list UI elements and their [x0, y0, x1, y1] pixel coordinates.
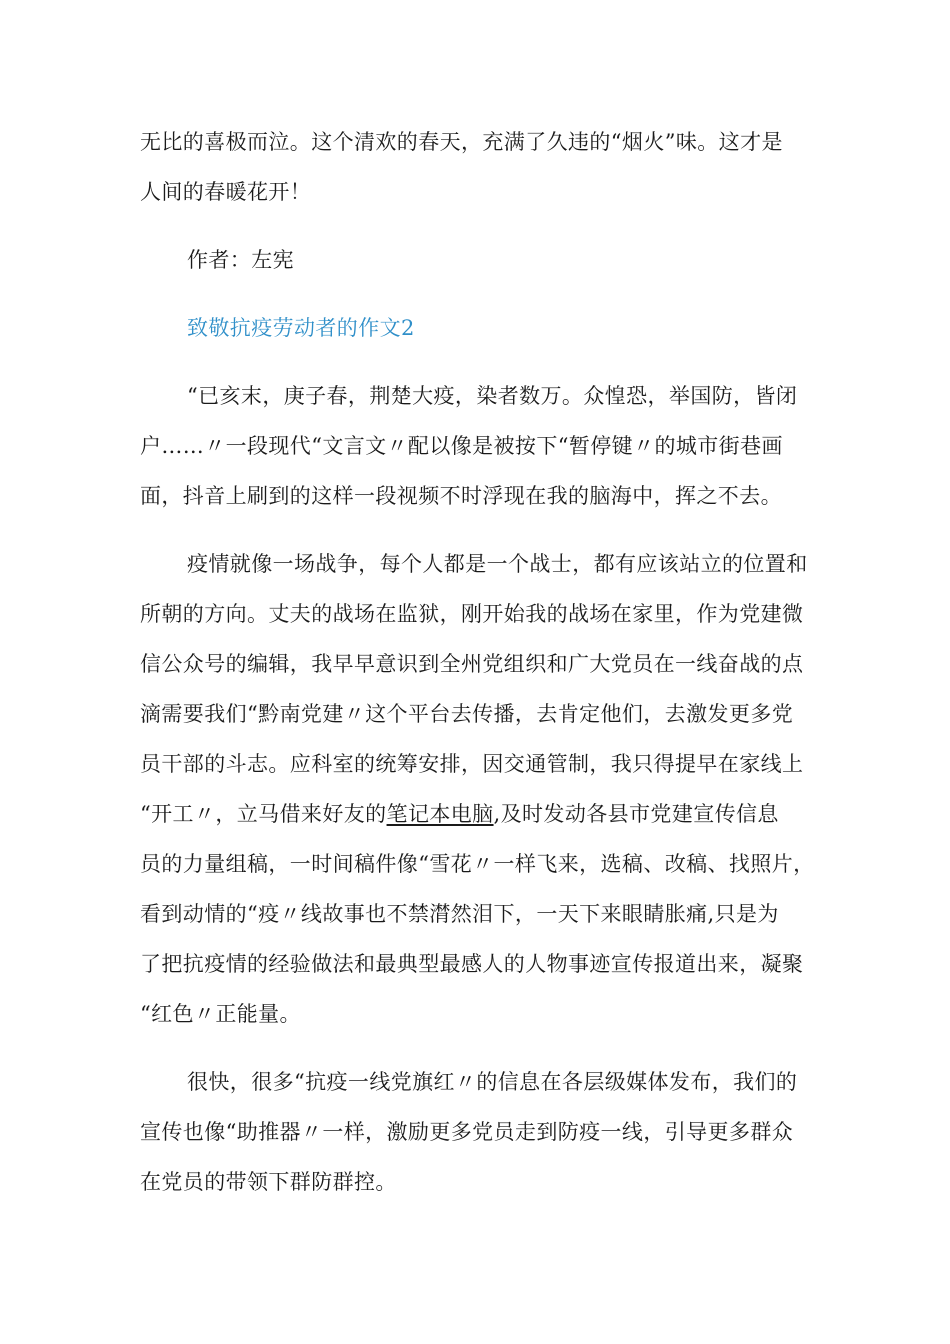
intro-line: 无比的喜极而泣。这个清欢的春天，充满了久违的“烟火”味。这才是 [140, 130, 783, 154]
paragraph-2-line: 疫情就像一场战争，每个人都是一个战士，都有应该站立的位置和 [187, 552, 808, 576]
paragraph-2-line: 所朝的方向。丈夫的战场在监狱，刚开始我的战场在家里，作为党建微 [140, 602, 804, 626]
laptop-link[interactable]: 笔记本电脑 [386, 802, 494, 826]
section-heading: 致敬抗疫劳动者的作文2 [187, 316, 415, 340]
paragraph-1-line: 户……〃一段现代“文言文〃配以像是被按下“暂停键〃的城市街巷画 [140, 434, 783, 458]
paragraph-2-line: 滴需要我们“黔南党建〃这个平台去传播，去肯定他们，去激发更多党 [140, 702, 794, 726]
paragraph-2-text: “开工〃，立马借来好友的 [140, 802, 387, 826]
paragraph-3-line: 宣传也像“助推器〃一样，激励更多党员走到防疫一线，引导更多群众 [140, 1120, 794, 1144]
paragraph-2-line: 员的力量组稿，一时间稿件像“雪花〃一样飞来，选稿、改稿、找照片， [140, 852, 815, 876]
paragraph-2-text: ,及时发动各县市党建宣传信息 [493, 802, 779, 826]
paragraph-1-line: 面，抖音上刷到的这样一段视频不时浮现在我的脑海中，挥之不去。 [140, 484, 782, 508]
author-line: 作者：左宪 [187, 248, 294, 272]
paragraph-3-line: 很快，很多“抗疫一线党旗红〃的信息在各层级媒体发布，我们的 [187, 1070, 798, 1094]
paragraph-2-line: 了把抗疫情的经验做法和最典型最感人的人物事迹宣传报道出来，凝聚 [140, 952, 804, 976]
paragraph-3-line: 在党员的带领下群防群控。 [140, 1170, 397, 1194]
intro-line: 人间的春暖花开！ [140, 180, 312, 204]
paragraph-2-line: 员干部的斗志。应科室的统筹安排，因交通管制，我只得提早在家线上 [140, 752, 804, 776]
paragraph-1-line: “已亥末，庚子春，荆楚大疫，染者数万。众惶恐，举国防，皆闭 [187, 384, 798, 408]
paragraph-2-line: 信公众号的编辑，我早早意识到全州党组织和广大党员在一线奋战的点 [140, 652, 804, 676]
paragraph-2-line: “红色〃正能量。 [140, 1002, 301, 1026]
paragraph-2-line [140, 800, 779, 828]
paragraph-2-line: 看到动情的“疫〃线故事也不禁潸然泪下，一天下来眼睛胀痛,只是为 [140, 902, 779, 926]
